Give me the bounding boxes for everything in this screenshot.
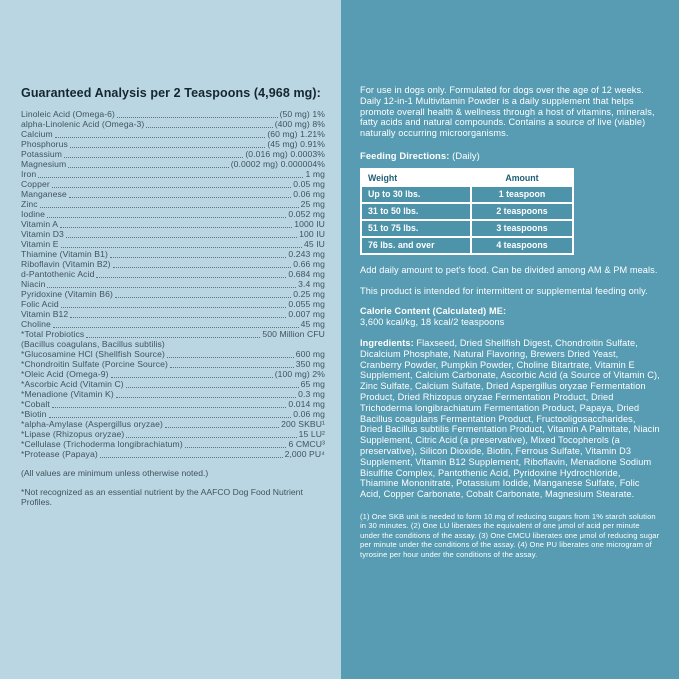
- dot-leader: [110, 257, 286, 258]
- nutrient-value: 0.25 mg: [293, 289, 325, 299]
- nutrient-name: Vitamin A: [21, 219, 59, 229]
- nutrient-value: 65 mg: [300, 379, 325, 389]
- dot-leader: [116, 397, 296, 398]
- dot-leader: [66, 237, 297, 238]
- dot-leader: [111, 377, 273, 378]
- nutrient-name: Folic Acid: [21, 299, 59, 309]
- feeding-table-row: [362, 221, 572, 236]
- dot-leader: [185, 447, 287, 448]
- amount-cell: 1 teaspoon: [472, 187, 572, 202]
- usage-paragraph: For use in dogs only. Formulated for dogs over the age of 12 weeks. Daily 12-in-1 Multivitamin Powder is a daily supplement that helps promote overall health & wellness through a host of vitamins, minerals, fatty acids and natural compounds. Contains a source of live (viable) naturally occurring microorganisms.: [360, 85, 655, 139]
- minimum-values-note: (All values are minimum unless otherwise noted.): [21, 468, 209, 478]
- nutrient-row: [21, 269, 325, 279]
- nutrient-value: 0.3 mg: [298, 389, 325, 399]
- nutrient-row: [21, 319, 325, 329]
- nutrient-value: 1000 IU: [294, 219, 325, 229]
- nutrient-name: *Cellulase (Trichoderma longibrachiatum): [21, 439, 183, 449]
- weight-cell: Up to 30 lbs.: [362, 187, 470, 202]
- nutrient-value: 600 mg: [295, 349, 325, 359]
- feeding-table-header-weight: Weight: [362, 170, 470, 185]
- nutrient-row: [21, 199, 325, 209]
- dot-leader: [47, 287, 296, 288]
- nutrient-row: [21, 229, 325, 239]
- nutrient-name: *Chondroitin Sulfate (Porcine Source): [21, 359, 169, 369]
- nutrient-name: Linoleic Acid (Omega-6): [21, 109, 116, 119]
- nutrient-name: *Ascorbic Acid (Vitamin C): [21, 379, 124, 389]
- nutrient-row: [21, 419, 325, 429]
- feeding-table-body: [362, 187, 572, 253]
- nutrient-name: *alpha-Amylase (Aspergillus oryzae): [21, 419, 164, 429]
- nutrient-row: [21, 369, 325, 379]
- nutrient-value: 15 LU²: [298, 429, 325, 439]
- nutrient-name: *Menadione (Vitamin K): [21, 389, 114, 399]
- nutrient-row: [21, 379, 325, 389]
- nutrient-name: *Oleic Acid (Omega-9): [21, 369, 109, 379]
- nutrient-row: [21, 239, 325, 249]
- calorie-content-block: [360, 306, 660, 328]
- nutrient-row: [21, 309, 325, 319]
- dot-leader: [170, 367, 294, 368]
- nutrient-row: [21, 279, 325, 289]
- nutrient-row: [21, 249, 325, 259]
- nutrient-name: Pyridoxine (Vitamin B6): [21, 289, 113, 299]
- nutrient-row: [21, 149, 325, 159]
- feeding-table: [360, 168, 574, 255]
- nutrient-name: Manganese: [21, 189, 67, 199]
- feeding-table-row: [362, 187, 572, 202]
- amount-cell: 3 teaspoons: [472, 221, 572, 236]
- nutrient-name: *Cobalt: [21, 399, 50, 409]
- dot-leader: [60, 227, 292, 228]
- add-daily-paragraph: Add daily amount to pet's food. Can be divided among AM & PM meals.: [360, 264, 658, 275]
- nutrient-row: [21, 349, 325, 359]
- amount-cell: 2 teaspoons: [472, 204, 572, 219]
- nutrient-value: (60 mg) 1.21%: [267, 129, 325, 139]
- dot-leader: [115, 297, 291, 298]
- guaranteed-analysis-heading: Guaranteed Analysis per 2 Teaspoons (4,968 mg):: [21, 86, 321, 100]
- nutrient-value: 0.052 mg: [288, 209, 325, 219]
- nutrient-value: (0.016 mg) 0.0003%: [245, 149, 325, 159]
- weight-cell: 51 to 75 lbs.: [362, 221, 470, 236]
- dot-leader: [100, 457, 283, 458]
- intermittent-feeding-paragraph: This product is intended for intermittent or supplemental feeding only.: [360, 285, 648, 296]
- ingredients-paragraph: [360, 338, 660, 500]
- dot-leader: [126, 387, 299, 388]
- nutrient-name: *Protease (Papaya): [21, 449, 98, 459]
- dot-leader: [113, 267, 292, 268]
- nutrient-row: [21, 449, 325, 459]
- nutrient-row: [21, 329, 325, 339]
- nutrient-name: Potassium: [21, 149, 63, 159]
- feeding-directions-line: [360, 151, 660, 162]
- nutrient-name: Iron: [21, 169, 37, 179]
- weight-cell: 76 lbs. and over: [362, 238, 470, 253]
- dot-leader: [61, 247, 302, 248]
- nutrient-name: Calcium: [21, 129, 53, 139]
- nutrient-value: 350 mg: [295, 359, 325, 369]
- nutrient-value: 0.243 mg: [288, 249, 325, 259]
- nutrient-name: Thiamine (Vitamin B1): [21, 249, 108, 259]
- nutrient-row: [21, 129, 325, 139]
- dot-leader: [47, 217, 286, 218]
- nutrient-value: 6 CMCU³: [288, 439, 325, 449]
- aafco-note: *Not recognized as an essential nutrient by the AAFCO Dog Food Nutrient Profiles.: [21, 487, 303, 507]
- nutrient-name: *Biotin: [21, 409, 47, 419]
- nutrient-value: 0.684 mg: [288, 269, 325, 279]
- ingredients-text: Flaxseed, Dried Shellfish Digest, Chondroitin Sulfate, Dicalcium Phosphate, Natural Flavoring, Brewers Dried Yeast, Cranberry Powder, Pumpkin Powder, Choline Bitartrate, Vitamin E Supplement, Calcium Carbonate, Ascorbic Acid (a Source of Vitamin C), Zinc Sulfate, Calcium Sulfate, Dried Aspergillus oryzae Fermentation Product, Dried Rhizopus oryzae Fermentation Product, Dried Trichoderma longibrachiatum Fermentation Product, Papaya, Dried Bacillus coagulans Fermentation Product, Fructooligosaccharides, Dried Bacillus subtilis Fermentation Product, Vitamin A Palmitate, Niacin Supplement, Citric Acid (a preservative), Mixed Tocopherols (a preservative), Silicon Dioxide, Biotin, Ferrous Sulfate, Vitamin D3 Supplement, Vitamin B12 Supplement, Riboflavin, Menadione Sodium Bisulfite Complex, Pantothenic Acid, Pyridoxine Hydrochloride, Thiamine Mononitrate, Potassium Iodide, Manganese Sulfate, Folic Acid, Copper Carbonate, Cobalt Carbonate, Magnesium Stearate.: [360, 337, 660, 500]
- feeding-table-header-row: [362, 170, 572, 185]
- nutrient-value: 3.4 mg: [298, 279, 325, 289]
- nutrient-row: [21, 289, 325, 299]
- enzyme-unit-footnotes: (1) One SKB unit is needed to form 10 mg of reducing sugars from 1% starch solution in 30 minutes. (2) One LU liberates the equivalent of one μmol of acid per minute under the conditions of the assay. (3) One CMCU liberates one μmol of reducing sugar per minute under the conditions of the assay. (4) One PU liberates one microgram of tyrosine per hour under the conditions of the assay.: [360, 511, 660, 559]
- nutrient-name: Magnesium: [21, 159, 67, 169]
- dot-leader: [146, 127, 272, 128]
- nutrient-name: d-Pantothenic Acid: [21, 269, 95, 279]
- nutrient-row: [21, 339, 325, 349]
- dot-leader: [69, 197, 291, 198]
- nutrient-row: [21, 139, 325, 149]
- nutrient-name: Iodine: [21, 209, 46, 219]
- nutrient-value: 0.05 mg: [293, 179, 325, 189]
- nutrient-name: *Glucosamine HCl (Shellfish Source): [21, 349, 165, 359]
- weight-cell: 31 to 50 lbs.: [362, 204, 470, 219]
- dot-leader: [86, 337, 260, 338]
- nutrient-row: [21, 439, 325, 449]
- nutrient-name: Copper: [21, 179, 50, 189]
- dot-leader: [38, 177, 303, 178]
- nutrient-value: (50 mg) 1%: [279, 109, 325, 119]
- nutrient-value: 2,000 PU⁴: [284, 449, 325, 459]
- dot-leader: [70, 147, 265, 148]
- nutrient-value: 0.014 mg: [288, 399, 325, 409]
- nutrient-list: [21, 109, 325, 459]
- nutrient-row: [21, 359, 325, 369]
- nutrient-value: 25 mg: [300, 199, 325, 209]
- dot-leader: [53, 327, 299, 328]
- feeding-table-header-amount: Amount: [472, 170, 572, 185]
- nutrient-name: alpha-Linolenic Acid (Omega-3): [21, 119, 145, 129]
- nutrient-name: Vitamin B12: [21, 309, 69, 319]
- dot-leader: [52, 187, 291, 188]
- nutrient-row: [21, 159, 325, 169]
- nutrient-value: 0.007 mg: [288, 309, 325, 319]
- dot-leader: [167, 357, 294, 358]
- nutrient-value: 0.06 mg: [293, 189, 325, 199]
- nutrient-name: Niacin: [21, 279, 46, 289]
- nutrient-name: Riboflavin (Vitamin B2): [21, 259, 111, 269]
- directions-ingredients-panel: [341, 0, 679, 679]
- nutrient-row: [21, 209, 325, 219]
- nutrient-row: [21, 179, 325, 189]
- nutrient-row: [21, 219, 325, 229]
- nutrient-row: [21, 389, 325, 399]
- nutrient-row: [21, 399, 325, 409]
- ingredients-label: Ingredients:: [360, 337, 414, 348]
- nutrient-value: 200 SKBU¹: [281, 419, 325, 429]
- nutrient-name: Vitamin E: [21, 239, 59, 249]
- feeding-table-row: [362, 204, 572, 219]
- nutrient-name: Phosphorus: [21, 139, 68, 149]
- dot-leader: [64, 157, 243, 158]
- dot-leader: [165, 427, 279, 428]
- nutrient-value: 0.055 mg: [288, 299, 325, 309]
- dot-leader: [55, 137, 266, 138]
- dot-leader: [68, 167, 228, 168]
- dot-leader: [126, 437, 296, 438]
- nutrient-value: 0.66 mg: [293, 259, 325, 269]
- dot-leader: [96, 277, 286, 278]
- nutrient-value: 45 mg: [300, 319, 325, 329]
- dot-leader: [49, 417, 292, 418]
- nutrient-value: 0.06 mg: [293, 409, 325, 419]
- nutrient-name: Vitamin D3: [21, 229, 64, 239]
- feeding-table-row: [362, 238, 572, 253]
- nutrient-value: (0.0002 mg) 0.000004%: [230, 159, 325, 169]
- dot-leader: [40, 207, 299, 208]
- nutrient-value: 100 IU: [299, 229, 325, 239]
- nutrient-row: [21, 119, 325, 129]
- nutrient-name: *Lipase (Rhizopus oryzae): [21, 429, 125, 439]
- dot-leader: [61, 307, 287, 308]
- feeding-directions-suffix: (Daily): [449, 149, 480, 161]
- nutrient-name: *Total Probiotics: [21, 329, 85, 339]
- nutrient-value: (400 mg) 8%: [274, 119, 325, 129]
- nutrient-row: [21, 109, 325, 119]
- dot-leader: [70, 317, 286, 318]
- nutrient-row: [21, 409, 325, 419]
- nutrient-row: [21, 299, 325, 309]
- nutrient-value: (45 mg) 0.91%: [267, 139, 325, 149]
- nutrient-value: 500 Million CFU: [262, 329, 325, 339]
- calorie-content-label: Calorie Content (Calculated) ME:: [360, 306, 507, 317]
- nutrient-name: (Bacillus coagulans, Bacillus subtilis): [21, 339, 165, 349]
- nutrient-name: Zinc: [21, 199, 38, 209]
- dot-leader: [52, 407, 286, 408]
- nutrient-row: [21, 259, 325, 269]
- nutrient-value: (100 mg) 2%: [274, 369, 325, 379]
- amount-cell: 4 teaspoons: [472, 238, 572, 253]
- nutrient-value: 1 mg: [305, 169, 325, 179]
- calorie-content-value: 3,600 kcal/kg, 18 kcal/2 teaspoons: [360, 317, 505, 328]
- nutrient-name: Choline: [21, 319, 51, 329]
- dot-leader: [117, 117, 278, 118]
- feeding-directions-label: Feeding Directions:: [360, 149, 450, 161]
- nutrient-row: [21, 189, 325, 199]
- nutrient-row: [21, 169, 325, 179]
- nutrient-row: [21, 429, 325, 439]
- nutrient-value: 45 IU: [303, 239, 325, 249]
